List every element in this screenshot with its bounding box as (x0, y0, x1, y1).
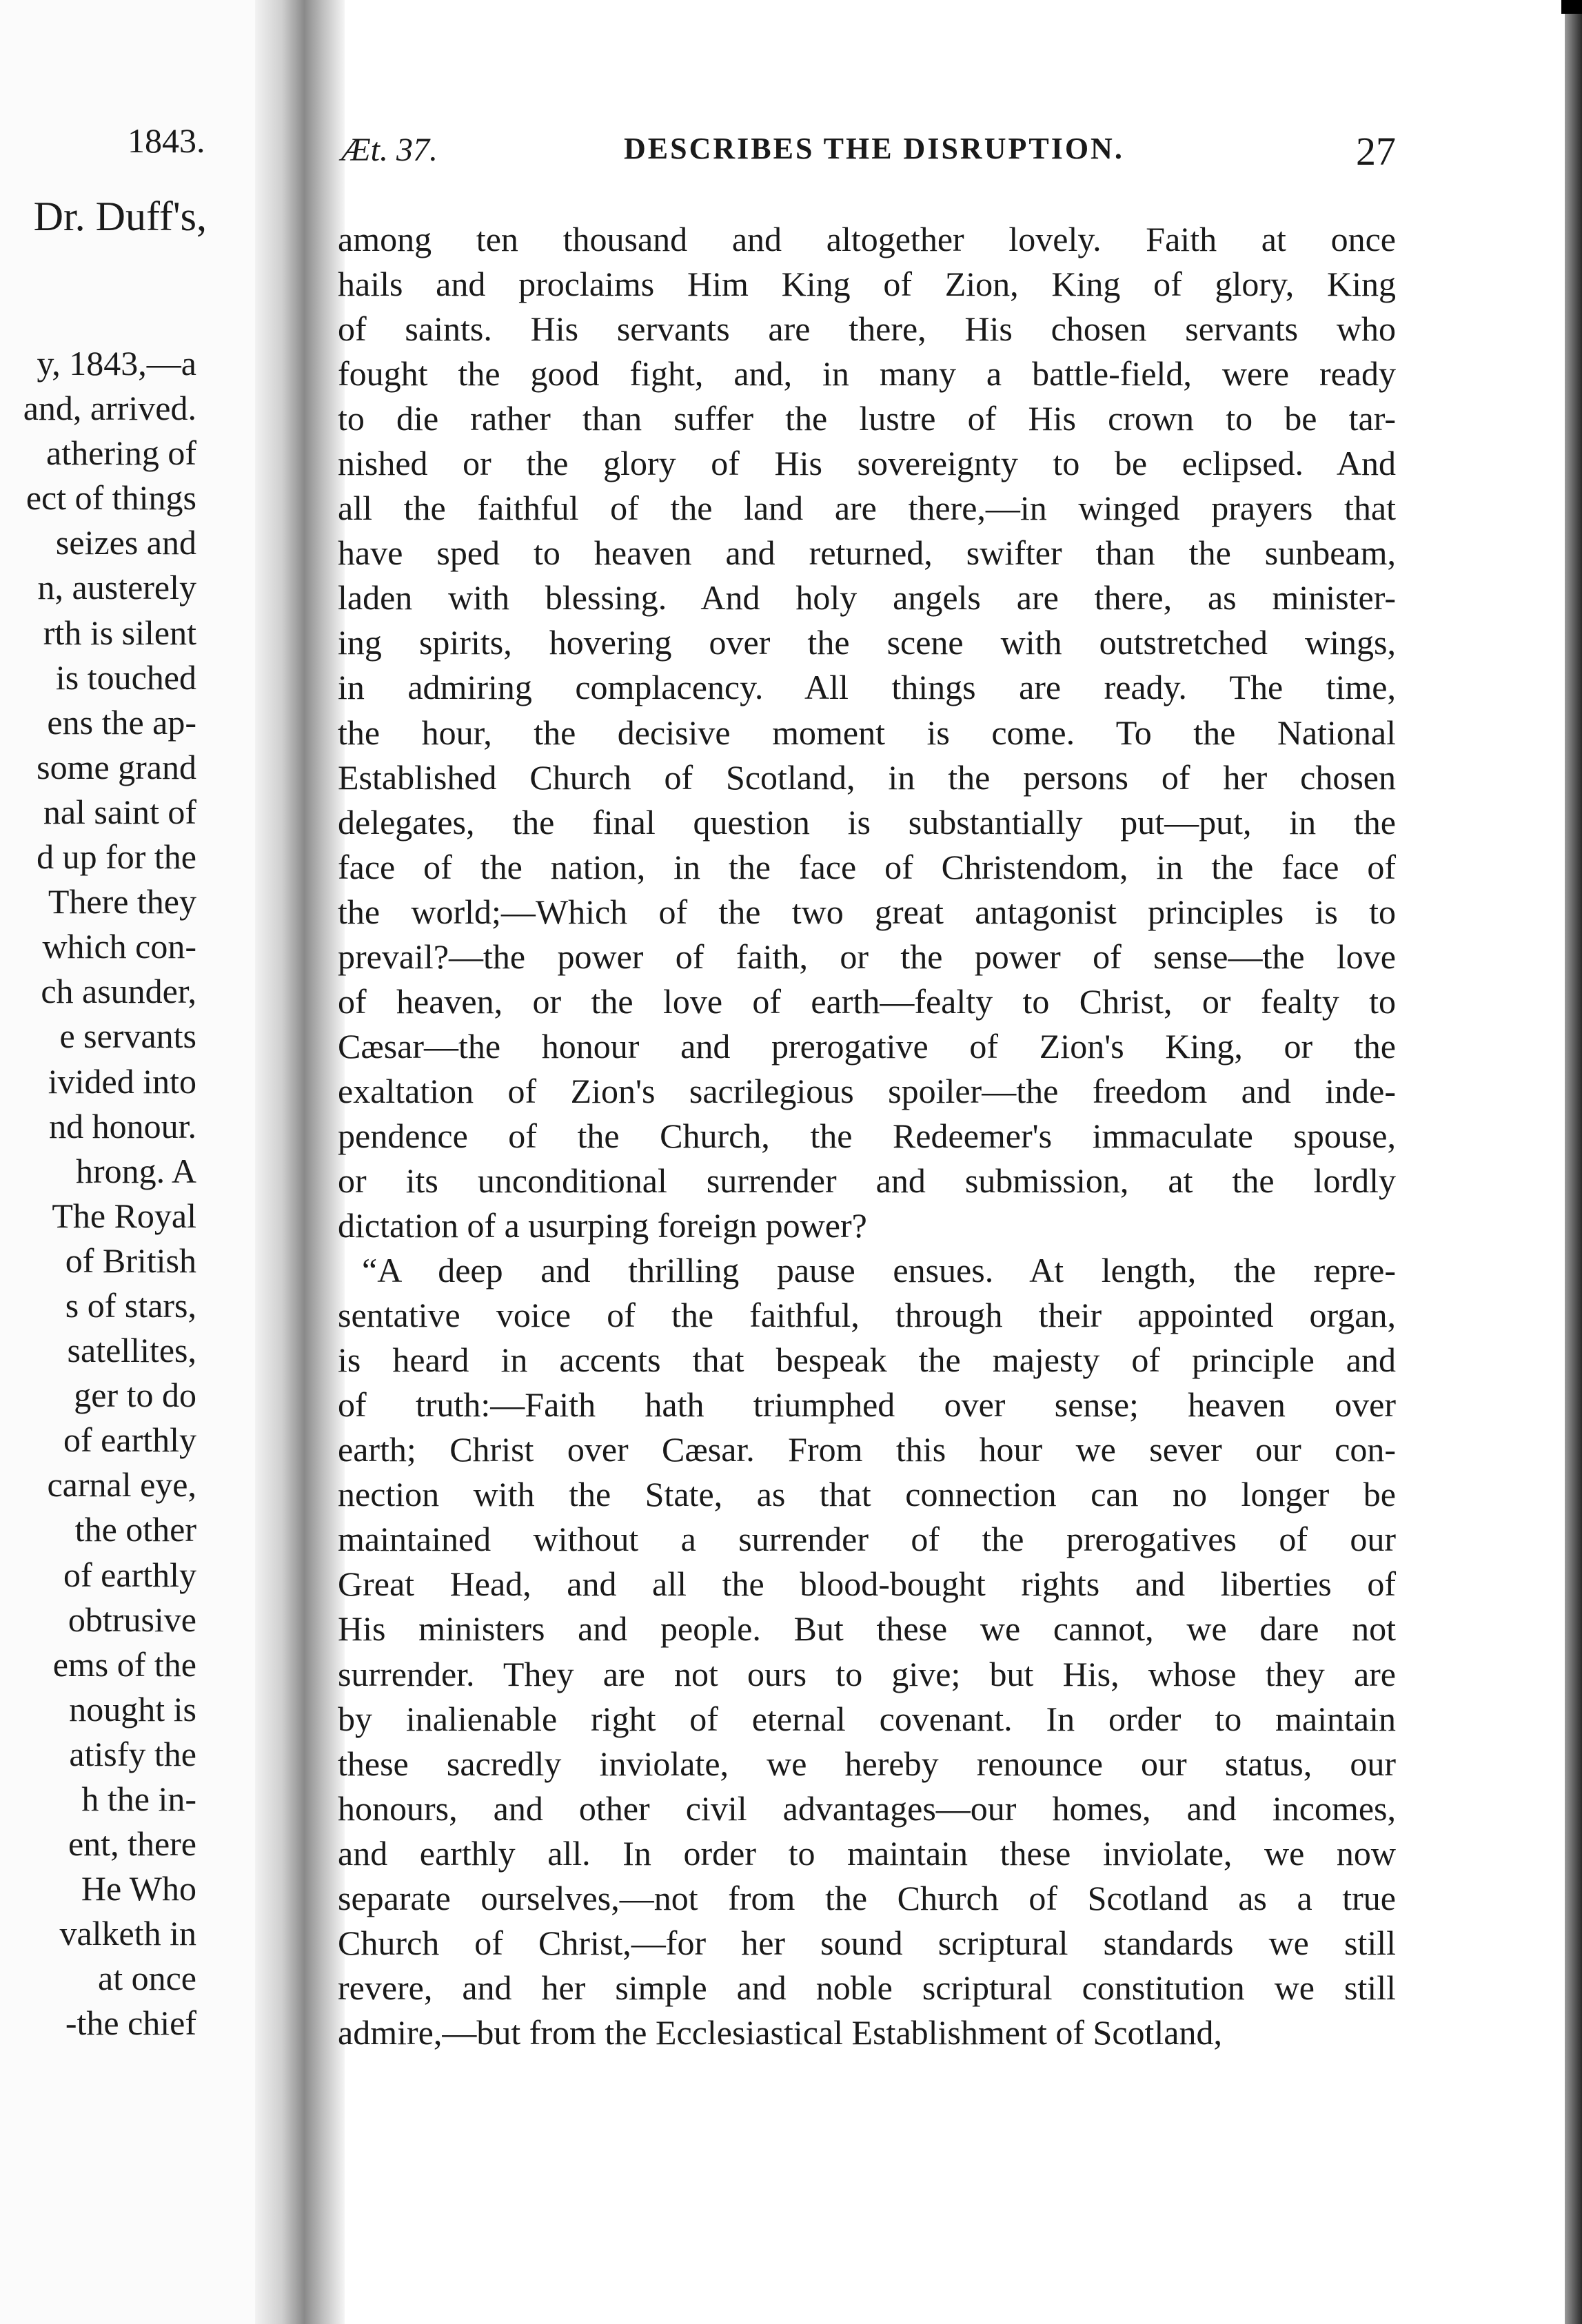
body-line: fought the good fight, and, in many a battle-field, were ready (338, 354, 1396, 394)
body-line: Cæsar—the honour and prerogative of Zion's King, or the (338, 1026, 1396, 1066)
left-page-line: athering of (46, 434, 196, 473)
left-page-line: -the chief (65, 2004, 196, 2043)
body-line: Great Head, and all the blood-bought rights and liberties of (338, 1564, 1396, 1604)
left-page-line: d up for the (37, 837, 196, 877)
body-line: of heaven, or the love of earth—fealty to Christ, or fealty to (338, 981, 1396, 1021)
left-page-line: ent, there (68, 1824, 196, 1864)
body-line: of truth:—Faith hath triumphed over sense; heaven over (338, 1385, 1396, 1425)
left-page-text-column (0, 341, 196, 2046)
left-page-line: ect of things (26, 478, 196, 518)
left-page-line: which con- (42, 927, 196, 966)
body-line: nection with the State, as that connection can no longer be (338, 1475, 1396, 1514)
left-page-fragment (0, 0, 255, 2324)
body-line: delegates, the final question is substantially put—put, in the (338, 802, 1396, 842)
left-page-line: hrong. A (76, 1151, 196, 1190)
body-line: Established Church of Scotland, in the persons of her chosen (338, 757, 1396, 797)
body-line: hails and proclaims Him King of Zion, King of glory, King (338, 265, 1396, 304)
left-page-year: 1843. (128, 121, 205, 160)
left-page-line: and, arrived. (23, 389, 196, 428)
left-page-line: n, austerely (37, 568, 196, 607)
body-line: separate ourselves,—not from the Church of Scotland as a true (338, 1878, 1396, 1917)
left-page-line: ens the ap- (47, 702, 196, 742)
body-line: “A deep and thrilling pause ensues. At length, the repre- (362, 1251, 1396, 1290)
body-line: dictation of a usurping foreign power? (338, 1206, 867, 1245)
body-line: earth; Christ over Cæsar. From this hour we sever our con- (338, 1430, 1396, 1469)
body-line: all the faithful of the land are there,—in winged prayers that (338, 489, 1396, 528)
left-page-line: of British (65, 1241, 196, 1280)
body-line: nished or the glory of His sovereignty to be eclipsed. And (338, 444, 1396, 483)
body-line: in admiring complacency. All things are ready. The time, (338, 668, 1396, 707)
page-number: 27 (1356, 129, 1396, 174)
left-page-line: nal saint of (43, 792, 196, 831)
left-page-line: y, 1843,—a (37, 344, 196, 383)
left-page-line: some grand (37, 747, 196, 786)
left-page-line: rth is silent (43, 613, 196, 652)
body-line: is heard in accents that bespeak the majesty of principle and (338, 1341, 1396, 1380)
page-edge-shadow (1565, 0, 1582, 2324)
body-line: by inalienable right of eternal covenant. In order to maintain (338, 1699, 1396, 1738)
body-line: to die rather than suffer the lustre of His crown to be tar- (338, 399, 1396, 438)
left-page-line: seizes and (55, 523, 196, 562)
left-page-line: atisfy the (69, 1734, 196, 1773)
left-page-line: s of stars, (65, 1285, 196, 1325)
left-page-line: nought is (69, 1689, 196, 1729)
left-page-line: ems of the (52, 1644, 196, 1684)
left-page-line: is touched (55, 658, 196, 697)
body-line: maintained without a surrender of the prerogatives of our (338, 1520, 1396, 1559)
left-page-line: at once (98, 1959, 196, 1998)
left-page-running-head: Dr. Duff's, (33, 194, 207, 239)
body-line: Church of Christ,—for her sound scriptural standards we still (338, 1923, 1396, 1962)
body-line: His ministers and people. But these we cannot, we dare not (338, 1609, 1396, 1649)
body-line: ing spirits, hovering over the scene with outstretched wings, (338, 623, 1396, 662)
left-page-line: the other (74, 1510, 196, 1549)
left-page-line: The Royal (52, 1196, 196, 1235)
header-age: Æt. 37. (341, 132, 438, 168)
left-page-line: of earthly (63, 1555, 196, 1594)
left-page-line: ger to do (74, 1376, 196, 1415)
body-line: laden with blessing. And holy angels are there, as minister- (338, 578, 1396, 618)
left-page-line: valketh in (59, 1914, 196, 1953)
body-line: the world;—Which of the two great antagonist principles is to (338, 892, 1396, 931)
body-line: honours, and other civil advantages—our homes, and incomes, (338, 1788, 1396, 1828)
body-line: among ten thousand and altogether lovely. Faith at once (338, 220, 1396, 258)
body-line: have sped to heaven and returned, swifter than the sunbeam, (338, 533, 1396, 573)
body-line: surrender. They are not ours to give; but His, whose they are (338, 1654, 1396, 1693)
left-page-line: He Who (81, 1869, 196, 1908)
left-page-line: carnal eye, (47, 1465, 196, 1505)
running-header (341, 131, 1396, 179)
body-line: sentative voice of the faithful, through their appointed organ, (338, 1296, 1396, 1335)
body-text-column (338, 217, 1396, 2055)
left-page-line: h the in- (81, 1780, 196, 1818)
body-line: or its unconditional surrender and submission, at the lordly (338, 1161, 1396, 1200)
body-line: exaltation of Zion's sacrilegious spoiler—the freedom and inde- (338, 1071, 1396, 1110)
body-line: revere, and her simple and noble scriptural constitution we still (338, 1968, 1396, 2007)
left-page-line: There they (48, 882, 196, 921)
body-line: these sacredly inviolate, we hereby renounce our status, our (338, 1744, 1396, 1783)
left-page-line: obtrusive (68, 1600, 196, 1639)
book-gutter-shadow (255, 0, 345, 2324)
header-title: DESCRIBES THE DISRUPTION. (624, 132, 1124, 165)
left-page-line: ch asunder, (41, 972, 196, 1011)
left-page-line: e servants (59, 1017, 196, 1056)
body-line: admire,—but from the Ecclesiastical Establishment of Scotland, (338, 2012, 1222, 2052)
left-page-line: ivided into (48, 1061, 196, 1101)
body-line: pendence of the Church, the Redeemer's immaculate spouse, (338, 1116, 1396, 1155)
left-page-line: satellites, (67, 1331, 196, 1370)
body-line: face of the nation, in the face of Christendom, in the face of (338, 847, 1396, 886)
body-line: of saints. His servants are there, His chosen servants who (338, 309, 1396, 349)
body-line: the hour, the decisive moment is come. To the National (338, 713, 1396, 752)
body-line: and earthly all. In order to maintain these inviolate, we now (338, 1833, 1396, 1873)
left-page-line: of earthly (63, 1420, 196, 1460)
left-page-line: nd honour. (49, 1106, 196, 1145)
scan-corner (1561, 0, 1582, 14)
body-line: prevail?—the power of faith, or the power of sense—the love (338, 937, 1396, 976)
